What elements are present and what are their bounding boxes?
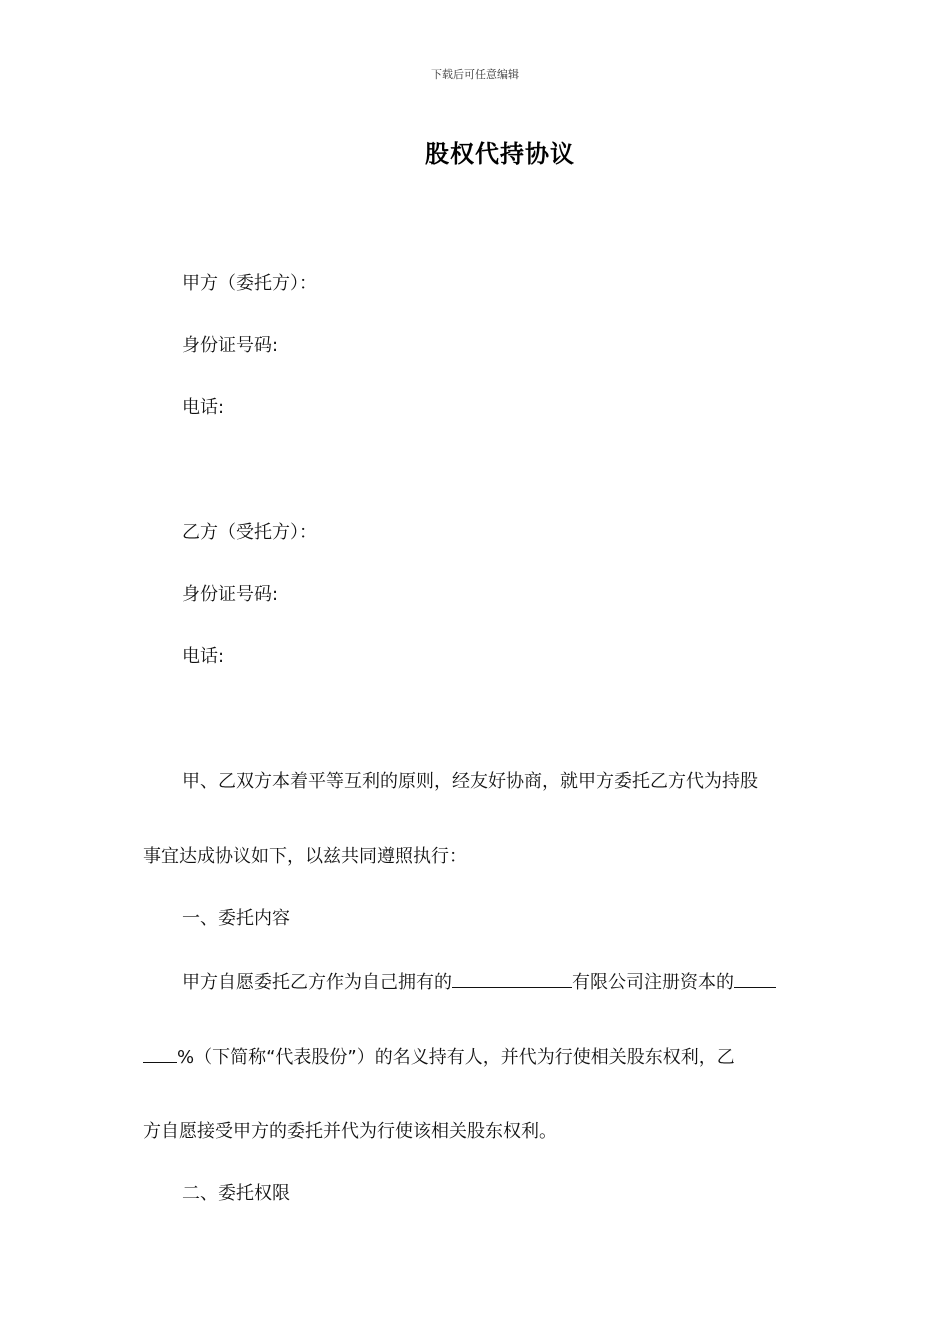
percentage-blank-part-2	[143, 1044, 177, 1063]
section-2-heading: 二、委托权限	[182, 1183, 290, 1204]
document-title: 股权代持协议	[425, 140, 575, 168]
section-1-paragraph-line-2	[143, 1044, 735, 1070]
section-1-paragraph-line-1	[182, 969, 776, 995]
percentage-blank-part-1	[734, 969, 776, 988]
section-1-text-c: %（下简称“代表股份”）的名义持有人，并代为行使相关股东权利，乙	[177, 1047, 735, 1068]
party-b-label: 乙方（受托方）：	[182, 522, 317, 543]
party-b-phone-label: 电话:	[182, 646, 225, 667]
company-name-blank	[452, 969, 572, 988]
header-note: 下载后可任意编辑	[431, 68, 519, 81]
section-1-text-a: 甲方自愿委托乙方作为自己拥有的	[182, 972, 452, 993]
intro-line-1: 甲、乙双方本着平等互利的原则，经友好协商，就甲方委托乙方代为持股	[182, 771, 758, 792]
party-b-id-label: 身份证号码:	[182, 584, 279, 605]
party-a-label: 甲方（委托方）：	[182, 273, 317, 294]
section-1-text-b: 有限公司注册资本的	[572, 972, 734, 993]
intro-line-2: 事宜达成协议如下，以兹共同遵照执行：	[143, 846, 467, 867]
party-a-phone-label: 电话:	[182, 397, 225, 418]
section-1-paragraph-line-3: 方自愿接受甲方的委托并代为行使该相关股东权利。	[143, 1121, 557, 1142]
party-a-id-label: 身份证号码:	[182, 335, 279, 356]
section-1-heading: 一、委托内容	[182, 908, 290, 929]
